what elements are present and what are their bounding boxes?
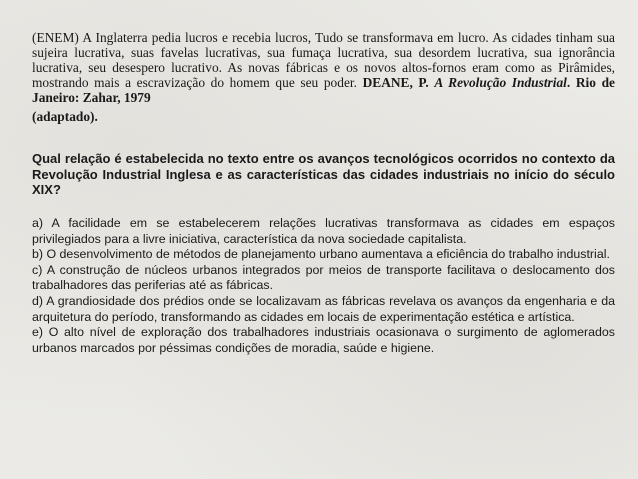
option-e[interactable]: e) O alto nível de exploração dos trabalhadores industriais ocasionava o surgimento de aglomerados urbanos marcados por péssimas condições de moradia, saúde e higiene. (32, 325, 615, 355)
source-passage: (ENEM) A Inglaterra pedia lucros e recebia lucros, Tudo se transformava em lucro. As cidades tinham sua sujeira lucrativa, suas favelas lucrativas, sua fumaça lucrativa, sua desordem lucrativa, sua ignorância lucrativa, seu desespero lucrativo. As novas fábricas e os novos altos-fornos eram como as Pirâmides, mostrando mais a escravização do homem que seu poder. (32, 30, 615, 90)
options-list (32, 216, 615, 356)
citation-publisher: . Rio de Janeiro: Zahar, 1979 (32, 75, 615, 105)
citation-adapted: (adaptado). (32, 109, 98, 124)
option-c[interactable]: c) A construção de núcleos urbanos integrados por meios de transporte facilitava o deslocamento dos trabalhadores das periferias até as fábricas. (32, 262, 615, 293)
option-a[interactable]: a) A facilidade em se estabelecerem relações lucrativas transformava as cidades em espaços privilegiados para a livre iniciativa, característica da nova sociedade capitalista. (32, 216, 615, 246)
option-b[interactable]: b) O desenvolvimento de métodos de planejamento urbano aumentava a eficiência do trabalho industrial. (32, 247, 610, 262)
question-text: Qual relação é estabelecida no texto entre os avanços tecnológicos ocorridos no contexto da Revolução Industrial Inglesa e as características das cidades industriais no início do século XIX? (32, 151, 615, 197)
citation-book: A Revolução Industrial (434, 75, 567, 90)
option-d[interactable]: d) A grandiosidade dos prédios onde se localizavam as fábricas revelava os avanços da engenharia e da arquitetura do período, transformando as cidades em locais de experimentação estética e artística. (32, 293, 615, 324)
source-text (32, 30, 615, 105)
citation-author: DEANE, P. (362, 75, 429, 90)
